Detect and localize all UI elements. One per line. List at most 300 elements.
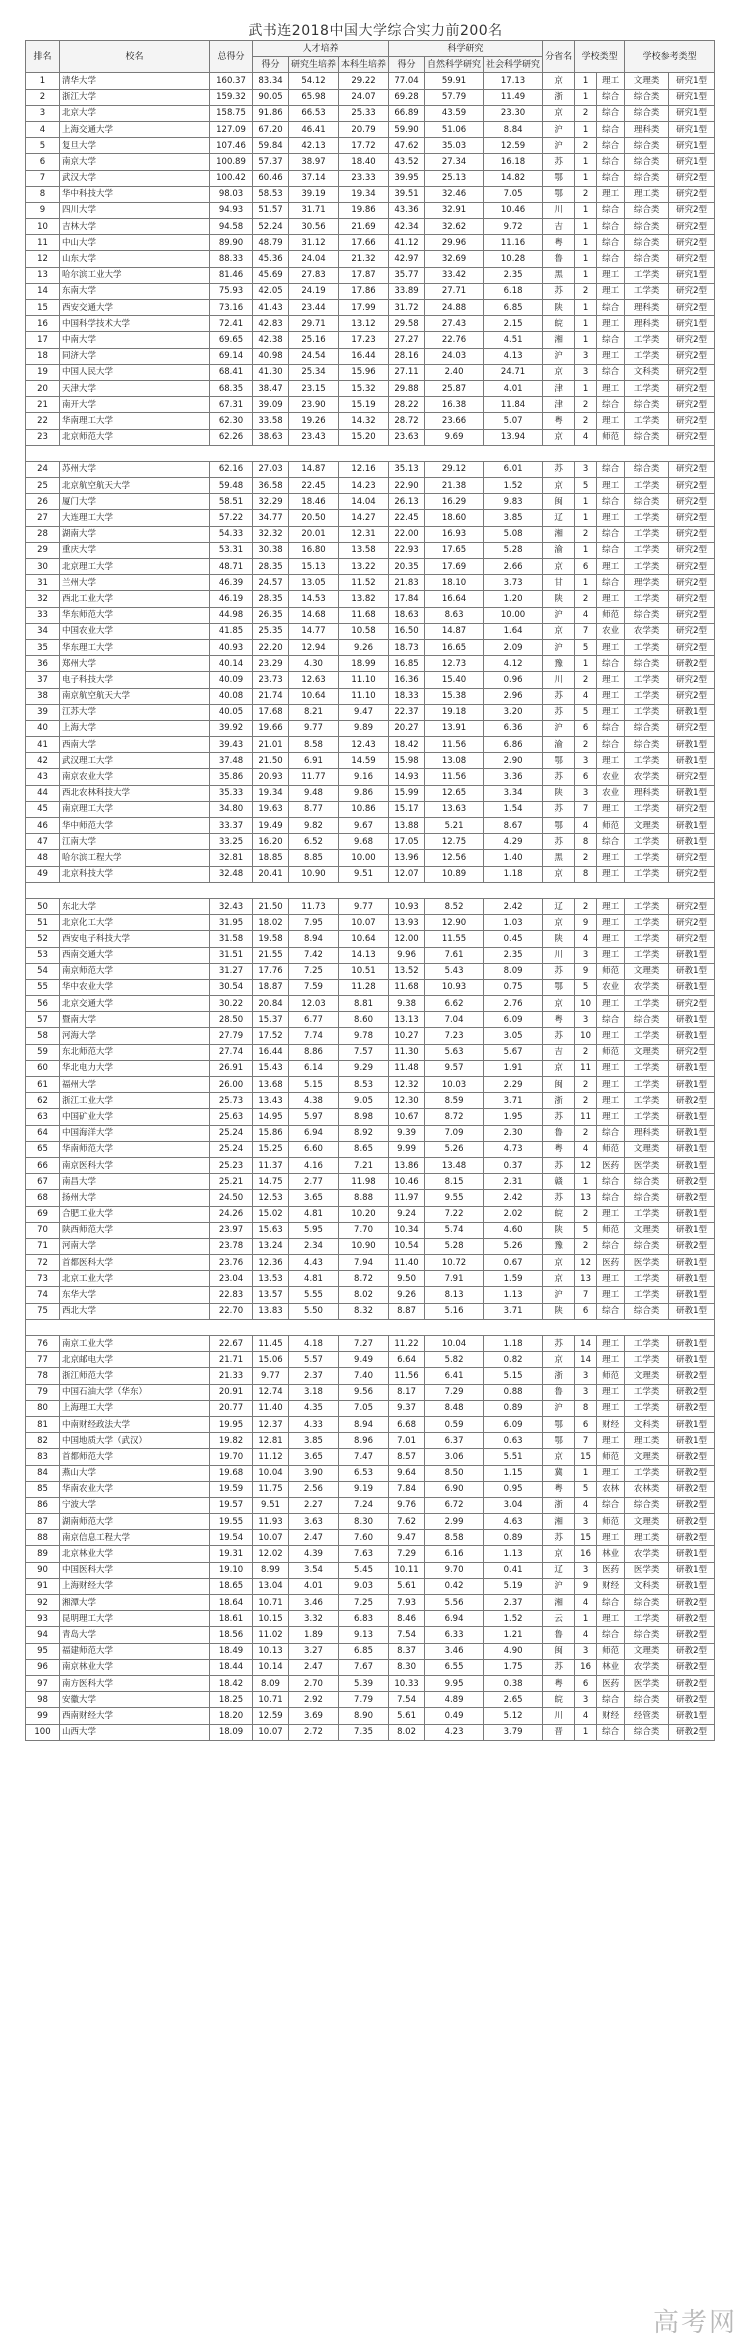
table-row — [26, 996, 715, 1012]
cell-talent-grad: 30.56 — [289, 219, 339, 235]
cell-talent-score: 21.50 — [253, 753, 289, 769]
cell-level: 研究2型 — [669, 461, 715, 477]
cell-total: 19.82 — [210, 1433, 253, 1449]
cell-research-social: 3.34 — [484, 785, 543, 801]
cell-total: 62.26 — [210, 429, 253, 445]
cell-research-social: 1.03 — [484, 915, 543, 931]
cell-level: 研教1型 — [669, 704, 715, 720]
cell-research-natural: 18.60 — [425, 510, 484, 526]
table-row — [26, 478, 715, 494]
cell-name: 同济大学 — [60, 348, 210, 364]
cell-research-social: 23.30 — [484, 105, 543, 121]
cell-talent-undergrad: 9.16 — [339, 769, 389, 785]
cell-rank: 60 — [26, 1060, 60, 1076]
cell-research-score: 22.00 — [389, 526, 425, 542]
cell-province-rank: 6 — [575, 1303, 597, 1319]
cell-total: 18.44 — [210, 1659, 253, 1675]
cell-research-social: 1.95 — [484, 1109, 543, 1125]
cell-total: 24.26 — [210, 1206, 253, 1222]
cell-total: 19.10 — [210, 1562, 253, 1578]
cell-province: 皖 — [543, 1206, 575, 1222]
cell-total: 32.43 — [210, 898, 253, 914]
cell-talent-undergrad: 7.70 — [339, 1222, 389, 1238]
cell-research-social: 0.89 — [484, 1530, 543, 1546]
cell-total: 67.31 — [210, 397, 253, 413]
cell-talent-grad: 5.55 — [289, 1287, 339, 1303]
table-row — [26, 1206, 715, 1222]
cell-school-type: 农林 — [597, 1481, 625, 1497]
cell-talent-undergrad: 8.02 — [339, 1287, 389, 1303]
cell-talent-score: 24.57 — [253, 575, 289, 591]
cell-name: 北京师范大学 — [60, 429, 210, 445]
table-row — [26, 1611, 715, 1627]
cell-talent-score: 41.43 — [253, 300, 289, 316]
cell-total: 30.22 — [210, 996, 253, 1012]
cell-level: 研究1型 — [669, 121, 715, 137]
cell-rank: 64 — [26, 1125, 60, 1141]
cell-research-social: 2.15 — [484, 316, 543, 332]
cell-level: 研教1型 — [669, 1271, 715, 1287]
cell-province-rank: 2 — [575, 672, 597, 688]
cell-level: 研究2型 — [669, 397, 715, 413]
cell-province-rank: 14 — [575, 1352, 597, 1368]
cell-total: 75.93 — [210, 283, 253, 299]
cell-rank: 80 — [26, 1400, 60, 1416]
cell-research-social: 1.18 — [484, 1336, 543, 1352]
cell-total: 25.24 — [210, 1141, 253, 1157]
cell-total: 31.51 — [210, 947, 253, 963]
cell-research-score: 8.30 — [389, 1659, 425, 1675]
table-row — [26, 1562, 715, 1578]
cell-name: 大连理工大学 — [60, 510, 210, 526]
cell-rank: 11 — [26, 235, 60, 251]
cell-school-type: 理工 — [597, 639, 625, 655]
cell-research-score: 11.48 — [389, 1060, 425, 1076]
cell-rank: 66 — [26, 1157, 60, 1173]
cell-rank: 83 — [26, 1449, 60, 1465]
cell-talent-grad: 29.71 — [289, 316, 339, 332]
cell-province: 闽 — [543, 494, 575, 510]
cell-name: 浙江师范大学 — [60, 1368, 210, 1384]
cell-talent-undergrad: 17.99 — [339, 300, 389, 316]
cell-talent-grad: 15.13 — [289, 559, 339, 575]
cell-total: 94.93 — [210, 202, 253, 218]
cell-talent-grad: 7.42 — [289, 947, 339, 963]
cell-level: 研究2型 — [669, 898, 715, 914]
cell-research-natural: 9.57 — [425, 1060, 484, 1076]
cell-research-score: 41.12 — [389, 235, 425, 251]
cell-level: 研教2型 — [669, 1724, 715, 1740]
cell-talent-undergrad: 17.72 — [339, 138, 389, 154]
cell-ref-type: 工学类 — [625, 1109, 669, 1125]
cell-school-type: 理工 — [597, 1093, 625, 1109]
cell-research-social: 3.73 — [484, 575, 543, 591]
cell-province-rank: 1 — [575, 235, 597, 251]
cell-province-rank: 1 — [575, 219, 597, 235]
cell-province: 云 — [543, 1611, 575, 1627]
cell-research-score: 22.93 — [389, 542, 425, 558]
cell-total: 35.33 — [210, 785, 253, 801]
cell-province-rank: 12 — [575, 1255, 597, 1271]
cell-research-social: 0.38 — [484, 1675, 543, 1691]
cell-province-rank: 9 — [575, 963, 597, 979]
cell-level: 研教2型 — [669, 1595, 715, 1611]
cell-talent-score: 16.44 — [253, 1044, 289, 1060]
cell-ref-type: 工学类 — [625, 704, 669, 720]
cell-research-score: 8.46 — [389, 1611, 425, 1627]
cell-name: 湖南大学 — [60, 526, 210, 542]
cell-rank: 25 — [26, 478, 60, 494]
cell-ref-type: 工学类 — [625, 283, 669, 299]
cell-name: 华中农业大学 — [60, 979, 210, 995]
header-rank: 排名 — [26, 41, 60, 73]
cell-total: 68.35 — [210, 380, 253, 396]
cell-school-type: 理工 — [597, 672, 625, 688]
cell-rank: 95 — [26, 1643, 60, 1659]
cell-talent-grad: 16.80 — [289, 542, 339, 558]
cell-name: 北京科技大学 — [60, 866, 210, 882]
cell-research-score: 14.93 — [389, 769, 425, 785]
cell-rank: 34 — [26, 623, 60, 639]
cell-talent-grad: 12.94 — [289, 639, 339, 655]
cell-total: 31.95 — [210, 915, 253, 931]
cell-school-type: 理工 — [597, 1077, 625, 1093]
cell-research-natural: 5.26 — [425, 1141, 484, 1157]
cell-province-rank: 4 — [575, 1595, 597, 1611]
cell-province: 京 — [543, 996, 575, 1012]
cell-ref-type: 综合类 — [625, 1303, 669, 1319]
cell-province-rank: 1 — [575, 1611, 597, 1627]
cell-rank: 27 — [26, 510, 60, 526]
cell-total: 158.75 — [210, 105, 253, 121]
cell-research-score: 17.84 — [389, 591, 425, 607]
cell-school-type: 师范 — [597, 1449, 625, 1465]
cell-research-score: 7.54 — [389, 1627, 425, 1643]
cell-research-social: 3.36 — [484, 769, 543, 785]
cell-province-rank: 11 — [575, 1060, 597, 1076]
cell-research-social: 11.16 — [484, 235, 543, 251]
cell-province: 陕 — [543, 931, 575, 947]
cell-talent-score: 18.85 — [253, 850, 289, 866]
cell-talent-score: 13.43 — [253, 1093, 289, 1109]
cell-research-natural: 24.88 — [425, 300, 484, 316]
cell-level: 研究2型 — [669, 300, 715, 316]
cell-talent-undergrad: 10.07 — [339, 915, 389, 931]
cell-research-social: 1.64 — [484, 623, 543, 639]
cell-level: 研教1型 — [669, 1303, 715, 1319]
cell-research-social: 0.67 — [484, 1255, 543, 1271]
cell-level: 研究2型 — [669, 672, 715, 688]
cell-talent-score: 11.37 — [253, 1157, 289, 1173]
cell-name: 南京医科大学 — [60, 1157, 210, 1173]
cell-talent-undergrad: 7.94 — [339, 1255, 389, 1271]
cell-school-type: 医药 — [597, 1157, 625, 1173]
table-row — [26, 979, 715, 995]
cell-total: 19.95 — [210, 1416, 253, 1432]
cell-province: 川 — [543, 947, 575, 963]
cell-province-rank: 8 — [575, 1400, 597, 1416]
cell-total: 159.32 — [210, 89, 253, 105]
cell-rank: 35 — [26, 639, 60, 655]
cell-talent-grad: 12.63 — [289, 672, 339, 688]
cell-ref-type: 工学类 — [625, 639, 669, 655]
cell-research-score: 21.83 — [389, 575, 425, 591]
cell-total: 37.48 — [210, 753, 253, 769]
group-separator-cell — [26, 1319, 715, 1335]
cell-total: 100.42 — [210, 170, 253, 186]
cell-talent-undergrad: 13.82 — [339, 591, 389, 607]
cell-talent-grad: 66.53 — [289, 105, 339, 121]
cell-province: 鄂 — [543, 170, 575, 186]
cell-school-type: 师范 — [597, 1643, 625, 1659]
table-row — [26, 1271, 715, 1287]
cell-research-natural: 0.49 — [425, 1708, 484, 1724]
cell-rank: 23 — [26, 429, 60, 445]
cell-rank: 10 — [26, 219, 60, 235]
cell-province: 沪 — [543, 607, 575, 623]
cell-school-type: 农业 — [597, 979, 625, 995]
table-row — [26, 542, 715, 558]
cell-level: 研究2型 — [669, 219, 715, 235]
cell-province-rank: 4 — [575, 1627, 597, 1643]
table-row — [26, 1060, 715, 1076]
cell-level: 研教1型 — [669, 1562, 715, 1578]
table-row — [26, 607, 715, 623]
cell-rank: 38 — [26, 688, 60, 704]
cell-province: 鄂 — [543, 1433, 575, 1449]
cell-talent-undergrad: 9.89 — [339, 720, 389, 736]
cell-talent-grad: 42.13 — [289, 138, 339, 154]
cell-research-social: 2.66 — [484, 559, 543, 575]
cell-province: 陕 — [543, 1303, 575, 1319]
cell-talent-undergrad: 9.13 — [339, 1627, 389, 1643]
cell-ref-type: 工学类 — [625, 348, 669, 364]
cell-research-natural: 6.62 — [425, 996, 484, 1012]
cell-research-social: 3.85 — [484, 510, 543, 526]
table-row — [26, 219, 715, 235]
cell-talent-undergrad: 12.16 — [339, 461, 389, 477]
cell-total: 160.37 — [210, 73, 253, 89]
cell-province: 京 — [543, 1060, 575, 1076]
cell-level: 研教2型 — [669, 1514, 715, 1530]
cell-school-type: 理工 — [597, 1400, 625, 1416]
header-talent-undergrad: 本科生培养 — [339, 57, 389, 73]
cell-talent-undergrad: 17.23 — [339, 332, 389, 348]
cell-name: 华东理工大学 — [60, 639, 210, 655]
cell-total: 18.42 — [210, 1675, 253, 1691]
cell-ref-type: 综合类 — [625, 251, 669, 267]
table-row — [26, 364, 715, 380]
cell-research-natural: 9.70 — [425, 1562, 484, 1578]
cell-research-social: 3.71 — [484, 1093, 543, 1109]
cell-province: 鲁 — [543, 1627, 575, 1643]
cell-talent-grad: 13.05 — [289, 575, 339, 591]
cell-rank: 77 — [26, 1352, 60, 1368]
cell-talent-grad: 4.35 — [289, 1400, 339, 1416]
cell-ref-type: 综合类 — [625, 656, 669, 672]
cell-province-rank: 1 — [575, 154, 597, 170]
cell-research-social: 3.20 — [484, 704, 543, 720]
cell-level: 研究2型 — [669, 623, 715, 639]
cell-research-natural: 4.23 — [425, 1724, 484, 1740]
cell-total: 98.03 — [210, 186, 253, 202]
table-row — [26, 380, 715, 396]
cell-name: 武汉大学 — [60, 170, 210, 186]
cell-name: 扬州大学 — [60, 1190, 210, 1206]
cell-research-natural: 21.38 — [425, 478, 484, 494]
cell-research-natural: 3.06 — [425, 1449, 484, 1465]
cell-level: 研究1型 — [669, 267, 715, 283]
cell-total: 88.33 — [210, 251, 253, 267]
cell-research-score: 5.61 — [389, 1578, 425, 1594]
cell-research-score: 12.30 — [389, 1093, 425, 1109]
cell-research-social: 6.09 — [484, 1012, 543, 1028]
cell-talent-score: 91.86 — [253, 105, 289, 121]
cell-province: 苏 — [543, 1109, 575, 1125]
cell-province-rank: 13 — [575, 1190, 597, 1206]
cell-talent-score: 10.13 — [253, 1643, 289, 1659]
cell-school-type: 综合 — [597, 105, 625, 121]
cell-province-rank: 1 — [575, 380, 597, 396]
cell-total: 24.50 — [210, 1190, 253, 1206]
table-row — [26, 1012, 715, 1028]
cell-talent-undergrad: 13.12 — [339, 316, 389, 332]
cell-province: 鲁 — [543, 1384, 575, 1400]
cell-school-type: 理工 — [597, 1287, 625, 1303]
cell-province: 苏 — [543, 834, 575, 850]
cell-total: 35.86 — [210, 769, 253, 785]
cell-rank: 24 — [26, 461, 60, 477]
table-row — [26, 138, 715, 154]
cell-research-social: 4.01 — [484, 380, 543, 396]
cell-talent-score: 19.34 — [253, 785, 289, 801]
cell-talent-undergrad: 9.47 — [339, 704, 389, 720]
cell-ref-type: 综合类 — [625, 1497, 669, 1513]
cell-level: 研究2型 — [669, 996, 715, 1012]
cell-school-type: 师范 — [597, 963, 625, 979]
cell-research-score: 8.02 — [389, 1724, 425, 1740]
table-row — [26, 1028, 715, 1044]
cell-research-score: 39.51 — [389, 186, 425, 202]
cell-level: 研教2型 — [669, 1481, 715, 1497]
cell-ref-type: 文理类 — [625, 1141, 669, 1157]
cell-talent-grad: 2.77 — [289, 1174, 339, 1190]
cell-rank: 97 — [26, 1675, 60, 1691]
cell-total: 89.90 — [210, 235, 253, 251]
cell-name: 厦门大学 — [60, 494, 210, 510]
cell-ref-type: 农学类 — [625, 769, 669, 785]
cell-name: 福建师范大学 — [60, 1643, 210, 1659]
cell-research-social: 11.49 — [484, 89, 543, 105]
cell-talent-score: 17.68 — [253, 704, 289, 720]
cell-talent-undergrad: 7.67 — [339, 1659, 389, 1675]
cell-rank: 90 — [26, 1562, 60, 1578]
table-body — [26, 73, 715, 1740]
cell-name: 浙江大学 — [60, 89, 210, 105]
table-row — [26, 510, 715, 526]
cell-research-natural: 6.90 — [425, 1481, 484, 1497]
table-row — [26, 915, 715, 931]
cell-level: 研究2型 — [669, 332, 715, 348]
cell-research-natural: 10.03 — [425, 1077, 484, 1093]
cell-talent-grad: 2.27 — [289, 1497, 339, 1513]
cell-talent-grad: 2.34 — [289, 1238, 339, 1254]
cell-province: 粤 — [543, 413, 575, 429]
cell-research-natural: 16.64 — [425, 591, 484, 607]
cell-talent-undergrad: 7.57 — [339, 1044, 389, 1060]
cell-province: 鲁 — [543, 1125, 575, 1141]
cell-research-score: 10.34 — [389, 1222, 425, 1238]
cell-name: 中南财经政法大学 — [60, 1416, 210, 1432]
cell-rank: 62 — [26, 1093, 60, 1109]
cell-total: 26.91 — [210, 1060, 253, 1076]
cell-talent-undergrad: 8.65 — [339, 1141, 389, 1157]
cell-rank: 15 — [26, 300, 60, 316]
cell-talent-undergrad: 14.04 — [339, 494, 389, 510]
cell-talent-undergrad: 14.59 — [339, 753, 389, 769]
cell-level: 研教1型 — [669, 1352, 715, 1368]
cell-school-type: 农业 — [597, 623, 625, 639]
cell-research-score: 10.67 — [389, 1109, 425, 1125]
cell-ref-type: 综合类 — [625, 138, 669, 154]
cell-research-score: 42.97 — [389, 251, 425, 267]
page-title: 武书连2018中国大学综合实力前200名 — [248, 23, 503, 39]
cell-level: 研究2型 — [669, 364, 715, 380]
cell-province: 苏 — [543, 1530, 575, 1546]
table-row — [26, 1303, 715, 1319]
cell-talent-undergrad: 15.19 — [339, 397, 389, 413]
cell-rank: 39 — [26, 704, 60, 720]
cell-school-type: 综合 — [597, 300, 625, 316]
cell-school-type: 综合 — [597, 1724, 625, 1740]
cell-talent-undergrad: 20.79 — [339, 121, 389, 137]
cell-rank: 21 — [26, 397, 60, 413]
cell-talent-grad: 5.95 — [289, 1222, 339, 1238]
cell-name: 河海大学 — [60, 1028, 210, 1044]
cell-rank: 17 — [26, 332, 60, 348]
cell-talent-score: 10.15 — [253, 1611, 289, 1627]
cell-rank: 31 — [26, 575, 60, 591]
cell-research-social: 10.46 — [484, 202, 543, 218]
cell-talent-score: 48.79 — [253, 235, 289, 251]
cell-level: 研教1型 — [669, 1028, 715, 1044]
cell-research-natural: 25.13 — [425, 170, 484, 186]
cell-ref-type: 工学类 — [625, 1028, 669, 1044]
cell-research-social: 0.75 — [484, 979, 543, 995]
cell-talent-undergrad: 13.22 — [339, 559, 389, 575]
cell-talent-score: 20.93 — [253, 769, 289, 785]
cell-research-natural: 5.28 — [425, 1238, 484, 1254]
cell-name: 北京航空航天大学 — [60, 478, 210, 494]
cell-total: 46.19 — [210, 591, 253, 607]
cell-rank: 5 — [26, 138, 60, 154]
cell-research-natural: 10.04 — [425, 1336, 484, 1352]
cell-total: 44.98 — [210, 607, 253, 623]
cell-rank: 19 — [26, 364, 60, 380]
cell-research-score: 28.72 — [389, 413, 425, 429]
cell-talent-score: 20.84 — [253, 996, 289, 1012]
cell-talent-undergrad: 10.86 — [339, 801, 389, 817]
cell-research-natural: 32.46 — [425, 186, 484, 202]
cell-rank: 37 — [26, 672, 60, 688]
cell-research-natural: 7.04 — [425, 1012, 484, 1028]
cell-talent-undergrad: 16.44 — [339, 348, 389, 364]
cell-name: 南昌大学 — [60, 1174, 210, 1190]
cell-research-social: 16.18 — [484, 154, 543, 170]
cell-talent-undergrad: 8.96 — [339, 1433, 389, 1449]
cell-province-rank: 2 — [575, 1077, 597, 1093]
cell-research-score: 18.33 — [389, 688, 425, 704]
